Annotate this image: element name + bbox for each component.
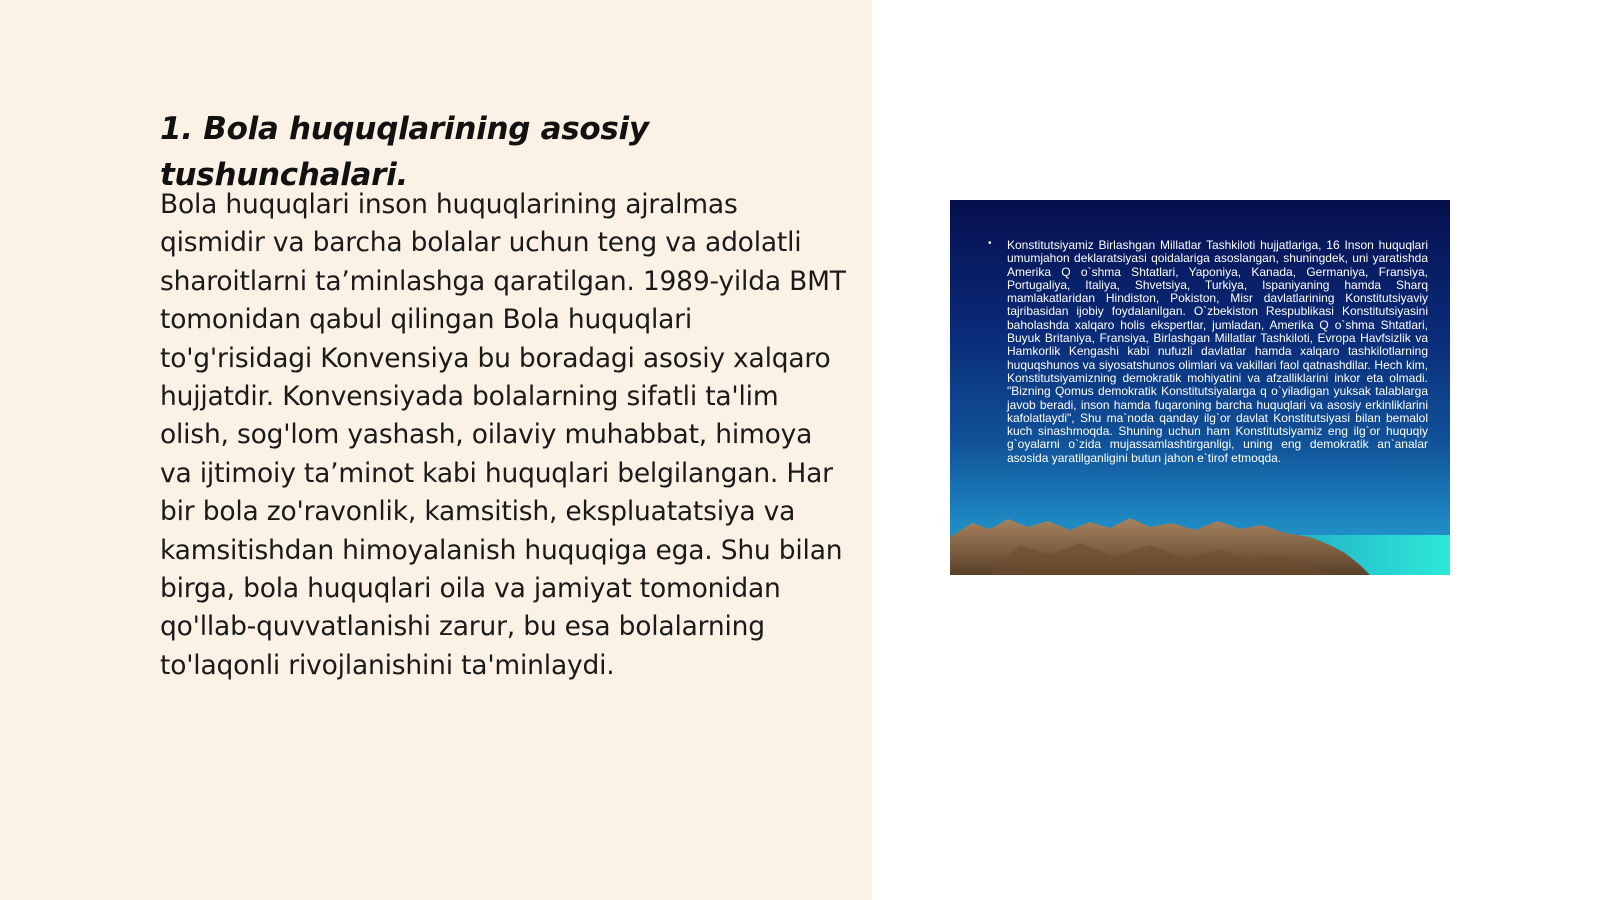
embedded-slide-text: Konstitutsiyamiz Birlashgan Millatlar Tashkiloti hujjatlariga, 16 Inson huquqlari umumjahon deklaratsiyasi qoidalariga asoslangan, shuningdek, uni yaratishda Amerika Q o`shma Shtatlari, Yaponiya, Kanada, Germaniya, Fransiya, Portugaliya, Italiya, Shvetsiya, Turkiya, Ispaniyaning hamda Sharq mamlakatlaridan Hindiston, Pokiston, Misr davlatlarining Konstitutsiyaviy tajribasidan ijobiy foydalanilgan. O`zbekiston Respublikasi Konstitutsiyasini baholashda xalqaro holis ekspertlar, jumladan, Amerika Q o`shma Shtatlari, Buyuk Britaniya, Fransiya, Birlashgan Millatlar Tashkiloti, Evropa Havfsizlik va Hamkorlik Kengashi kabi nufuzli davlatlar hamda xalqaro tashkilotlarning huquqshunos va siyosatshunos olimlari va vakillari faol qatnashdilar. Hech kim, Konstitutsiyamizning demokratik mohiyatini va afzalliklarini inkor eta olmadi. "Bizning Qomus demokratik Konstitutsiyalarga q o`yiladigan yuksak talablarga javob beradi, inson hamda fuqaroning barcha huquqlari va asosiy erkinliklarini kafolatlaydi", Shu ma`noda qanday ilg`or davlat Konstitutsiyasi bilan bemalol kuch sinashmoqda. Shuning uchun ham Konstitutsiyamiz eng ilg`or huquqiy g`oyalarni o`zida mujassamlashtirganligi, uning eng demokratik an`analar asosida yaratilganligini butun jahon e`tirof etmoqda. bbox=[1007, 238, 1428, 465]
bullet-marker: • bbox=[988, 238, 992, 249]
slide-title: 1. Bola huquqlarining asosiy tushunchalari. bbox=[160, 111, 649, 193]
slide-body-text: Bola huquqlari inson huquqlarining ajralmas qismidir va barcha bolalar uchun teng va adolatli sharoitlarni taʼminlashga qaratilgan. 1989-yilda BMT tomonidan qabul qilingan Bola huquqlari to'g'risidagi Konvensiya bu boradagi asosiy xalqaro hujjatdir. Konvensiyada bolalarning sifatli ta'lim olish, sog'lom yashash, oilaviy muhabbat, himoya va ijtimoiy taʼminot kabi huquqlari belgilangan. Har bir bola zo'ravonlik, kamsitish, ekspluatatsiya va kamsitishdan himoyalanish huquqiga ega. Shu bilan birga, bola huquqlari oila va jamiyat tomonidan qo'llab-quvvatlanishi zarur, bu esa bolalarning to'laqonli rivojlanishini ta'minlaydi. bbox=[160, 189, 846, 681]
embedded-slide-image bbox=[950, 200, 1450, 575]
mountain-landscape-graphic bbox=[950, 515, 1450, 575]
